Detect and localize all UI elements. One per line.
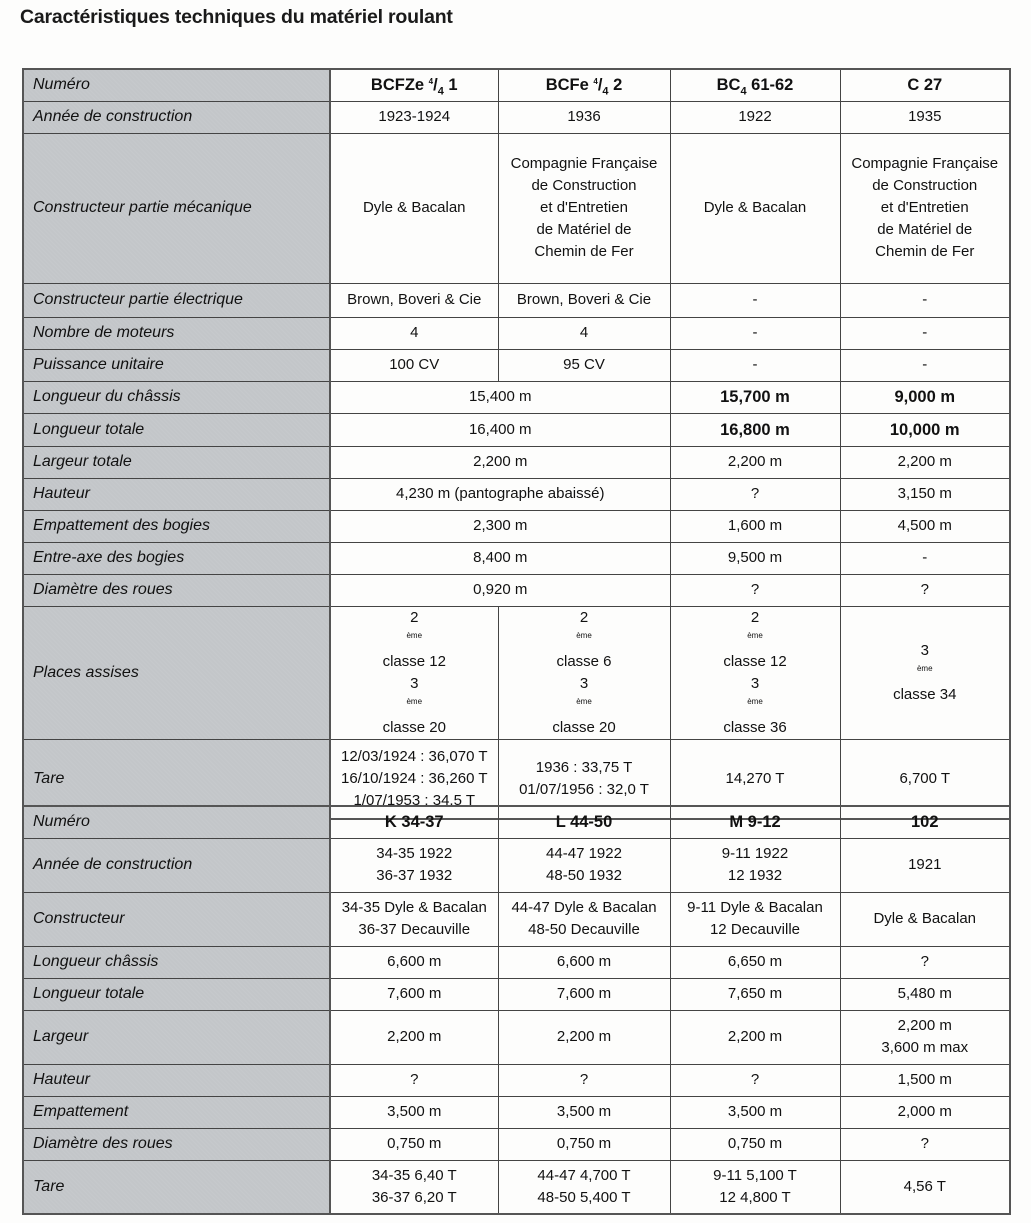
vehicle-number: BCFe $^4/_4$ 2 bbox=[498, 69, 670, 101]
cell bbox=[840, 1064, 1010, 1096]
cell-line: 48-50 Decauville bbox=[528, 921, 640, 938]
table-row bbox=[23, 1096, 1010, 1128]
cell-line: ? bbox=[920, 953, 929, 970]
cell-line: 2,200 m bbox=[897, 1017, 952, 1034]
cell bbox=[330, 1160, 498, 1214]
cell bbox=[840, 1096, 1010, 1128]
cell-line: Compagnie Française bbox=[510, 155, 658, 172]
cell: Brown, Boveri & Cie bbox=[498, 283, 670, 317]
cell bbox=[840, 838, 1010, 892]
cell-line: de Construction bbox=[872, 177, 978, 194]
cell-line: ? bbox=[750, 1071, 760, 1088]
row-longueur-chassis bbox=[23, 381, 1010, 413]
cell-line: 2,000 m bbox=[897, 1103, 952, 1120]
row-label: Diamètre des roues bbox=[23, 574, 330, 606]
cell bbox=[498, 838, 670, 892]
cell bbox=[330, 1096, 498, 1128]
row-constructeur-electrique bbox=[23, 283, 1010, 317]
row-label: Tare bbox=[23, 1160, 330, 1214]
cell-line: Chemin de Fer bbox=[875, 243, 975, 260]
cell bbox=[330, 978, 498, 1010]
cell bbox=[840, 1010, 1010, 1064]
cell bbox=[330, 806, 498, 838]
row-label: Longueur châssis bbox=[23, 946, 330, 978]
cell-line: 01/07/1956 : 32,0 T bbox=[519, 780, 649, 798]
cell: 1923-1924 bbox=[330, 101, 498, 133]
cell-line: 3,600 m max bbox=[881, 1039, 969, 1056]
cell-line: et d'Entretien bbox=[880, 199, 969, 216]
cell: 2 $^{ème}$ classe 12 3 $^{ème}$ classe 20 bbox=[330, 606, 498, 739]
cell-line: 36-37 Decauville bbox=[358, 921, 471, 938]
cell-line: 1936 : 33,75 T bbox=[535, 758, 633, 776]
cell bbox=[330, 838, 498, 892]
cell: 1,600 m bbox=[670, 510, 840, 542]
cell bbox=[498, 946, 670, 978]
cell: - bbox=[840, 349, 1010, 381]
cell-line: 6,600 m bbox=[387, 953, 442, 970]
cell-line: 3,500 m bbox=[556, 1103, 612, 1120]
cell-line: 5,480 m bbox=[897, 985, 952, 1002]
table-row bbox=[23, 892, 1010, 946]
cell: ? bbox=[840, 574, 1010, 606]
cell-line: 0,750 m bbox=[556, 1135, 612, 1152]
cell bbox=[670, 946, 840, 978]
row-diametre bbox=[23, 574, 1010, 606]
cell bbox=[498, 1010, 670, 1064]
cell: 9,500 m bbox=[670, 542, 840, 574]
cell bbox=[670, 133, 840, 283]
cell bbox=[330, 1128, 498, 1160]
vehicle-number: $BC_4$ 61-62 bbox=[670, 69, 840, 101]
row-puissance bbox=[23, 349, 1010, 381]
row-label: Année de construction bbox=[23, 838, 330, 892]
row-label: Empattement bbox=[23, 1096, 330, 1128]
cell bbox=[498, 978, 670, 1010]
cell: 4 bbox=[498, 317, 670, 349]
cell: 16,400 m bbox=[330, 413, 670, 446]
cell-line: 3,500 m bbox=[387, 1103, 442, 1120]
rolling-stock-table-2 bbox=[22, 805, 1011, 1215]
cell-line: 34-35 6,40 T bbox=[371, 1166, 457, 1184]
cell-line: 6,700 T bbox=[899, 769, 951, 787]
cell-line: ? bbox=[920, 1135, 929, 1152]
cell: - bbox=[670, 349, 840, 381]
cell: - bbox=[840, 283, 1010, 317]
cell-line: 6,600 m bbox=[556, 953, 612, 970]
cell-line: 0,750 m bbox=[727, 1135, 783, 1152]
cell-line: ? bbox=[410, 1071, 419, 1088]
cell: - bbox=[840, 542, 1010, 574]
cell bbox=[670, 978, 840, 1010]
table-row bbox=[23, 1128, 1010, 1160]
cell bbox=[498, 892, 670, 946]
cell: 2 $^{ème}$ classe 6 3 $^{ème}$ classe 20 bbox=[498, 606, 670, 739]
table-row bbox=[23, 946, 1010, 978]
row-largeur bbox=[23, 446, 1010, 478]
cell-line: 1/07/1953 : 34,5 T bbox=[353, 791, 475, 809]
cell-line: Dyle & Bacalan bbox=[703, 199, 807, 216]
cell-line: M 9-12 bbox=[729, 813, 781, 832]
cell-line: 102 bbox=[910, 813, 939, 832]
cell: 4 bbox=[330, 317, 498, 349]
cell: 10,000 m bbox=[840, 413, 1010, 446]
row-label: Hauteur bbox=[23, 478, 330, 510]
cell: 1936 bbox=[498, 101, 670, 133]
cell bbox=[670, 1010, 840, 1064]
cell: - bbox=[670, 283, 840, 317]
cell bbox=[840, 133, 1010, 283]
cell bbox=[670, 838, 840, 892]
row-longueur-totale bbox=[23, 413, 1010, 446]
cell bbox=[840, 946, 1010, 978]
row-label: Largeur totale bbox=[23, 446, 330, 478]
row-label: Longueur du châssis bbox=[23, 381, 330, 413]
row-annee bbox=[23, 101, 1010, 133]
cell-line: Dyle & Bacalan bbox=[873, 910, 977, 927]
cell bbox=[670, 806, 840, 838]
row-entre-axe bbox=[23, 542, 1010, 574]
cell-line: L 44-50 bbox=[555, 813, 613, 832]
cell: 4,230 m (pantographe abaissé) bbox=[330, 478, 670, 510]
row-label: Puissance unitaire bbox=[23, 349, 330, 381]
cell-line: 9-11 5,100 T bbox=[713, 1166, 797, 1184]
table-row bbox=[23, 838, 1010, 892]
cell-line: 3,500 m bbox=[727, 1103, 783, 1120]
cell-line: 44-47 4,700 T bbox=[537, 1166, 631, 1184]
row-label: Entre-axe des bogies bbox=[23, 542, 330, 574]
vehicle-number: BCFZe $^4/_4$ 1 bbox=[330, 69, 498, 101]
cell: 95 CV bbox=[498, 349, 670, 381]
row-label: Constructeur partie mécanique bbox=[23, 133, 330, 283]
cell bbox=[498, 133, 670, 283]
cell-line: de Matériel de bbox=[877, 221, 973, 238]
cell: ? bbox=[670, 574, 840, 606]
cell bbox=[498, 806, 670, 838]
row-label: Longueur totale bbox=[23, 978, 330, 1010]
cell bbox=[670, 1064, 840, 1096]
cell bbox=[670, 1128, 840, 1160]
table-row bbox=[23, 1010, 1010, 1064]
cell bbox=[330, 946, 498, 978]
row-label: Places assises bbox=[23, 606, 330, 739]
cell: 2,200 m bbox=[840, 446, 1010, 478]
cell bbox=[498, 1064, 670, 1096]
row-label: Diamètre des roues bbox=[23, 1128, 330, 1160]
cell-line: 6,650 m bbox=[727, 953, 783, 970]
cell-line: 48-50 5,400 T bbox=[537, 1188, 631, 1206]
cell bbox=[670, 1160, 840, 1214]
cell-line: 36-37 1932 bbox=[376, 867, 453, 884]
cell bbox=[670, 892, 840, 946]
cell: 2,200 m bbox=[670, 446, 840, 478]
cell-line: 7,600 m bbox=[387, 985, 442, 1002]
cell-line: 12 4,800 T bbox=[719, 1188, 791, 1206]
cell-line: 1921 bbox=[908, 856, 942, 873]
row-label: Constructeur partie électrique bbox=[23, 283, 330, 317]
cell: 2,200 m bbox=[330, 446, 670, 478]
row-label: Numéro bbox=[23, 69, 330, 101]
cell bbox=[840, 1160, 1010, 1214]
cell: 3,150 m bbox=[840, 478, 1010, 510]
table-row bbox=[23, 1160, 1010, 1214]
cell: - bbox=[670, 317, 840, 349]
cell: 2,300 m bbox=[330, 510, 670, 542]
cell bbox=[330, 1064, 498, 1096]
cell: 16,800 m bbox=[670, 413, 840, 446]
cell-line: de Construction bbox=[531, 177, 637, 194]
rolling-stock-table-1 bbox=[22, 68, 1011, 820]
cell bbox=[840, 978, 1010, 1010]
cell-line: Chemin de Fer bbox=[534, 243, 634, 260]
cell bbox=[670, 1096, 840, 1128]
cell-line: ? bbox=[579, 1071, 589, 1088]
row-constructeur-mecanique bbox=[23, 133, 1010, 283]
cell: 100 CV bbox=[330, 349, 498, 381]
row-label: Empattement des bogies bbox=[23, 510, 330, 542]
vehicle-number: C 27 bbox=[840, 69, 1010, 101]
cell bbox=[840, 806, 1010, 838]
cell-line: 14,270 T bbox=[725, 769, 785, 787]
cell: 9,000 m bbox=[840, 381, 1010, 413]
cell-line: 44-47 1922 bbox=[546, 845, 622, 862]
cell-line: et d'Entretien bbox=[540, 199, 628, 216]
cell bbox=[330, 1010, 498, 1064]
cell: 2 $^{ème}$ classe 12 3 $^{ème}$ classe 36 bbox=[670, 606, 840, 739]
row-label: Constructeur bbox=[23, 892, 330, 946]
cell bbox=[330, 133, 498, 283]
cell-line: 44-47 Dyle & Bacalan bbox=[511, 899, 657, 916]
row-label: Longueur totale bbox=[23, 413, 330, 446]
cell: 15,400 m bbox=[330, 381, 670, 413]
cell-line: 1,500 m bbox=[897, 1071, 952, 1088]
row-label: Numéro bbox=[23, 806, 330, 838]
table-row bbox=[23, 1064, 1010, 1096]
cell: - bbox=[840, 317, 1010, 349]
cell-line: 12 1932 bbox=[727, 867, 783, 884]
row-label: Nombre de moteurs bbox=[23, 317, 330, 349]
cell bbox=[498, 1128, 670, 1160]
cell-line: 9-11 1922 bbox=[721, 845, 789, 862]
cell: ? bbox=[670, 478, 840, 510]
row-label: Tare bbox=[23, 739, 330, 819]
cell-line: Dyle & Bacalan bbox=[362, 199, 466, 216]
row-places bbox=[23, 606, 1010, 739]
cell: 1935 bbox=[840, 101, 1010, 133]
row-label: Hauteur bbox=[23, 1064, 330, 1096]
row-empattement bbox=[23, 510, 1010, 542]
cell: 15,700 m bbox=[670, 381, 840, 413]
page-title: Caractéristiques techniques du matériel roulant bbox=[20, 6, 453, 28]
cell: 4,500 m bbox=[840, 510, 1010, 542]
cell bbox=[498, 1096, 670, 1128]
cell-line: Compagnie Française bbox=[851, 155, 999, 172]
cell: 1922 bbox=[670, 101, 840, 133]
cell bbox=[498, 1160, 670, 1214]
cell-line: K 34-37 bbox=[384, 813, 444, 832]
cell-line: 2,200 m bbox=[727, 1028, 783, 1045]
cell-line: 36-37 6,20 T bbox=[371, 1188, 457, 1206]
cell-line: 48-50 1932 bbox=[546, 867, 622, 884]
cell-line: 16/10/1924 : 36,260 T bbox=[340, 769, 488, 787]
cell-line: 2,200 m bbox=[556, 1028, 612, 1045]
cell bbox=[840, 1128, 1010, 1160]
cell: 3 $^{ème}$ classe 34 bbox=[840, 606, 1010, 739]
cell bbox=[840, 892, 1010, 946]
table-row bbox=[23, 978, 1010, 1010]
cell-line: 0,750 m bbox=[387, 1135, 442, 1152]
row-hauteur bbox=[23, 478, 1010, 510]
cell-line: de Matériel de bbox=[536, 221, 632, 238]
cell-line: 7,650 m bbox=[727, 985, 783, 1002]
row-moteurs bbox=[23, 317, 1010, 349]
cell bbox=[330, 892, 498, 946]
table-row bbox=[23, 806, 1010, 838]
cell-line: 12 Decauville bbox=[709, 921, 801, 938]
cell-line: 7,600 m bbox=[556, 985, 612, 1002]
cell-line: 34-35 1922 bbox=[376, 845, 453, 862]
cell: 8,400 m bbox=[330, 542, 670, 574]
cell-line: 9-11 Dyle & Bacalan bbox=[687, 899, 823, 916]
cell-line: 4,56 T bbox=[903, 1177, 946, 1195]
row-label: Année de construction bbox=[23, 101, 330, 133]
row-label: Largeur bbox=[23, 1010, 330, 1064]
cell-line: 12/03/1924 : 36,070 T bbox=[340, 747, 488, 765]
cell: Brown, Boveri & Cie bbox=[330, 283, 498, 317]
row-numero bbox=[23, 69, 1010, 101]
cell-line: 2,200 m bbox=[387, 1028, 442, 1045]
cell-line: 34-35 Dyle & Bacalan bbox=[341, 899, 487, 916]
cell: 0,920 m bbox=[330, 574, 670, 606]
